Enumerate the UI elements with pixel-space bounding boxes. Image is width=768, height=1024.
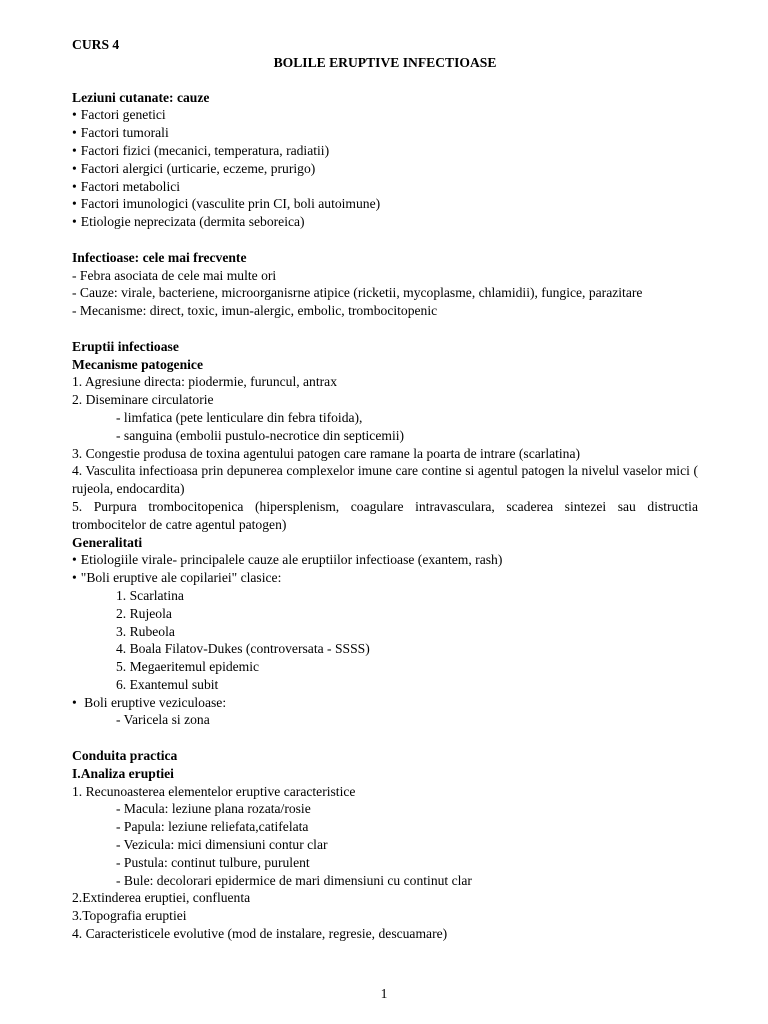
- list-subitem: 4. Boala Filatov-Dukes (controversata - SSSS): [116, 641, 370, 657]
- list-item: • "Boli eruptive ale copilariei" clasice:: [72, 569, 698, 587]
- list-subitem: 2. Rujeola: [116, 605, 172, 621]
- section-heading-leziuni: Leziuni cutanate: cauze: [72, 89, 210, 105]
- list-item: • Factori metabolici: [72, 178, 698, 196]
- list-item: • Etiologiile virale- principalele cauze ale eruptiilor infectioase (exantem, rash): [72, 551, 698, 569]
- section-heading-generalitati: Generalitati: [72, 534, 143, 550]
- list-item: • Factori alergici (urticarie, eczeme, prurigo): [72, 160, 698, 178]
- list-item: 3. Congestie produsa de toxina agentului patogen care ramane la poarta de intrare (scarlatina): [72, 445, 581, 461]
- list-subitem: - Varicela si zona: [116, 712, 210, 728]
- list-item: 2.Extinderea eruptiei, confluenta: [72, 890, 251, 906]
- list-item: 4. Caracteristicele evolutive (mod de instalare, regresie, descuamare): [72, 926, 448, 942]
- page-number: 1: [380, 986, 388, 1001]
- section-heading-eruptii: Eruptii infectioase: [72, 338, 179, 354]
- paragraph-line: - Cauze: virale, bacteriene, microorganisrne atipice (ricketii, mycoplasme, chlamidii), fungice, parazitare: [72, 285, 643, 301]
- list-item: 2. Diseminare circulatorie: [72, 392, 214, 408]
- paragraph-line: - Febra asociata de cele mai multe ori: [72, 267, 277, 283]
- list-item: • Etiologie neprecizata (dermita seboreica): [72, 213, 698, 231]
- list-item: 1. Agresiune directa: piodermie, furuncul, antrax: [72, 374, 337, 390]
- list-subitem: - Bule: decolorari epidermice de mari dimensiuni cu continut clar: [116, 872, 472, 888]
- list-item: 3.Topografia eruptiei: [72, 908, 187, 924]
- document-content: [72, 36, 698, 943]
- list-subitem: 5. Megaeritemul epidemic: [116, 659, 260, 675]
- list-subitem: 6. Exantemul subit: [116, 676, 219, 692]
- list-item: 5. Purpura trombocitopenica (hipersplenism, coagulare intravasculara, scaderea sintezei sau distructia trombocitelor de catre agentul patogen): [72, 498, 698, 532]
- list-subitem: - Papula: leziune reliefata,catifelata: [116, 819, 309, 835]
- section-heading-conduita: Conduita practica: [72, 748, 178, 764]
- paragraph-line: - Mecanisme: direct, toxic, imun-alergic, embolic, trombocitopenic: [72, 303, 438, 319]
- subheading-analiza: I.Analiza eruptiei: [72, 765, 174, 781]
- list-item: • Factori genetici: [72, 106, 698, 124]
- section-heading-infectioase: Infectioase: cele mai frecvente: [72, 249, 247, 265]
- list-subitem: 1. Scarlatina: [116, 587, 184, 603]
- list-subitem: - Vezicula: mici dimensiuni contur clar: [116, 837, 328, 853]
- list-item: • Factori fizici (mecanici, temperatura, radiatii): [72, 142, 698, 160]
- list-item: • Factori imunologici (vasculite prin CI, boli autoimune): [72, 195, 698, 213]
- list-item: • Boli eruptive veziculoase:: [72, 694, 698, 712]
- list-subitem: 3. Rubeola: [116, 623, 175, 639]
- subheading-mecanisme: Mecanisme patogenice: [72, 356, 203, 372]
- list-subitem: - Pustula: continut tulbure, purulent: [116, 854, 310, 870]
- list-subitem: - limfatica (pete lenticulare din febra tifoida),: [116, 409, 363, 425]
- list-subitem: - sanguina (embolii pustulo-necrotice din septicemii): [116, 427, 405, 443]
- list-subitem: - Macula: leziune plana rozata/rosie: [116, 801, 311, 817]
- list-item: 1. Recunoasterea elementelor eruptive caracteristice: [72, 783, 356, 799]
- list-item: • Factori tumorali: [72, 124, 698, 142]
- list-item: 4. Vasculita infectioasa prin depunerea complexelor imune care contine si agentul patogen la nivelul vaselor mici ( rujeola, endocardita): [72, 463, 698, 497]
- course-label: CURS 4: [72, 37, 120, 52]
- document-title: BOLILE ERUPTIVE INFECTIOASE: [273, 54, 497, 70]
